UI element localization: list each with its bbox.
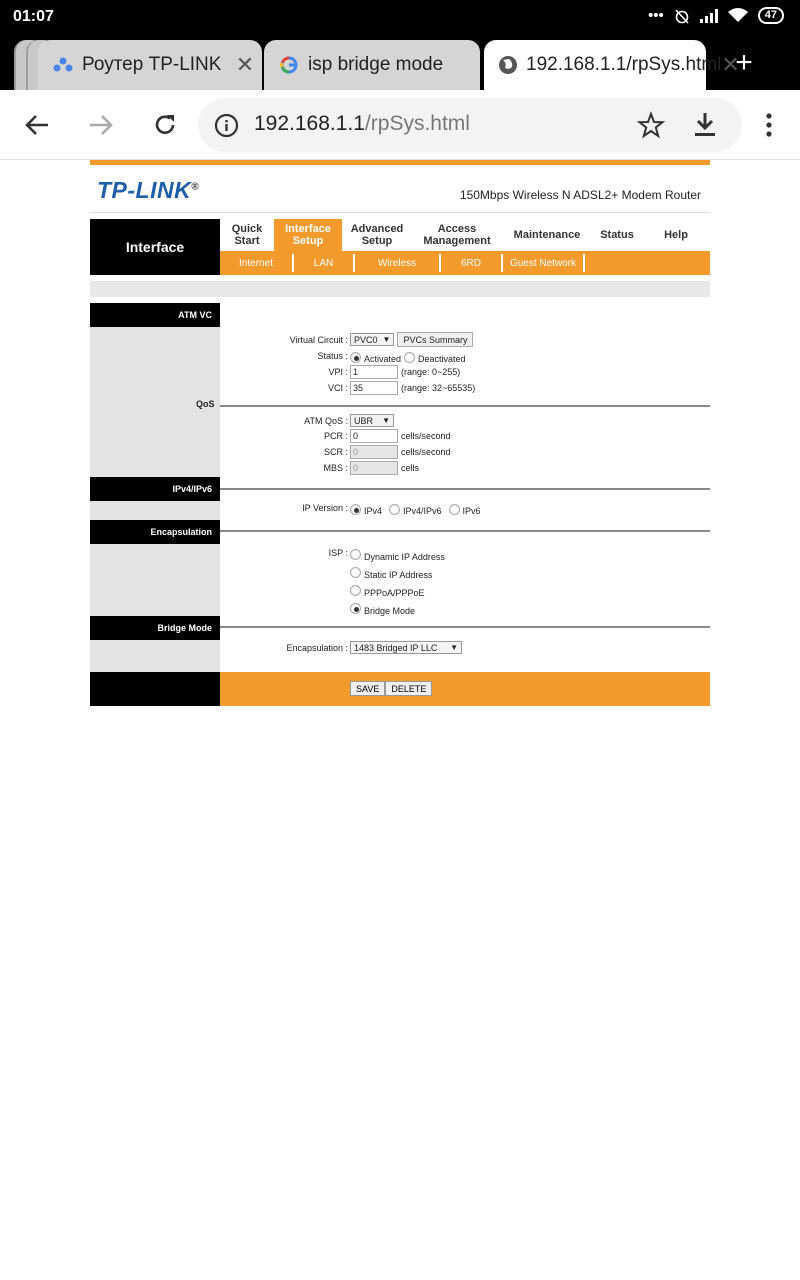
encapsulation-section-label: Encapsulation — [90, 520, 220, 544]
vpi-input[interactable]: 1 — [350, 365, 398, 379]
menu-access-management[interactable]: Access Management — [423, 223, 491, 247]
mbs-label: MBS : — [323, 463, 348, 473]
submenu-6rd[interactable]: 6RD — [441, 254, 503, 272]
ip-version-label: IP Version : — [302, 503, 348, 513]
isp-pppoe-radio[interactable] — [350, 585, 361, 596]
isp-bridge-label: Bridge Mode — [364, 606, 416, 616]
isp-dynamic-label: Dynamic IP Address — [364, 552, 445, 562]
new-tab-button[interactable]: + — [735, 46, 753, 79]
pvcs-summary-button[interactable]: PVCs Summary — [397, 332, 473, 347]
isp-label: ISP : — [328, 548, 348, 558]
mbs-input[interactable]: 0 — [350, 461, 398, 475]
ipv4-label: IPv4 — [364, 506, 383, 516]
divider — [220, 405, 710, 407]
status-label: Status : — [317, 351, 348, 361]
ipv6-radio[interactable] — [449, 504, 460, 515]
vpi-label: VPI : — [328, 367, 348, 377]
star-icon[interactable] — [638, 112, 664, 138]
isp-bridge-radio[interactable] — [350, 603, 361, 614]
tp-link-logo: TP-LINK® — [97, 177, 200, 203]
submenu-guest-network[interactable]: Guest Network — [503, 254, 585, 272]
ipv4-ipv6-label: IPv4/IPv6 — [90, 477, 220, 501]
info-icon[interactable] — [214, 113, 239, 138]
address-bar[interactable] — [198, 98, 742, 152]
vci-input[interactable]: 35 — [350, 381, 398, 395]
pcr-input[interactable]: 0 — [350, 429, 398, 443]
atm-qos-label: ATM QoS : — [304, 416, 348, 426]
clock: 01:07 — [13, 8, 54, 25]
vpi-range: (range: 0~255) — [401, 367, 461, 377]
tab-google-search[interactable] — [264, 40, 480, 90]
vci-range: (range: 32~65535) — [401, 383, 476, 393]
reload-button[interactable] — [147, 107, 183, 143]
submenu-wireless[interactable]: Wireless — [355, 254, 441, 272]
bridge-mode-section-label: Bridge Mode — [90, 616, 220, 640]
status-activated-radio[interactable] — [350, 352, 361, 363]
sub-menu — [220, 251, 710, 275]
virtual-circuit-select[interactable]: PVC0 ▼ — [350, 333, 394, 346]
close-tab-icon[interactable]: ✕ — [721, 52, 740, 77]
menu-quick-start[interactable]: Quick Start — [231, 223, 263, 247]
menu-button[interactable] — [751, 107, 787, 143]
tab-strip — [0, 34, 800, 90]
virtual-circuit-label: Virtual Circuit : — [289, 335, 348, 345]
arrow-left-icon — [24, 113, 50, 137]
settings-form — [90, 303, 710, 672]
ipv6-label: IPv6 — [462, 506, 481, 516]
scr-input[interactable]: 0 — [350, 445, 398, 459]
divider — [220, 530, 710, 532]
status-deactivated-radio[interactable] — [404, 352, 415, 363]
close-tab-icon[interactable]: ✕ — [235, 52, 255, 77]
brand-header — [90, 165, 710, 213]
ipv4-ipv6-radio[interactable] — [389, 504, 400, 515]
save-button[interactable]: SAVE — [350, 681, 385, 696]
menu-status[interactable]: Status — [600, 229, 634, 241]
back-button[interactable] — [19, 107, 55, 143]
more-dots-icon: ••• — [647, 7, 664, 24]
tab-active-router-page[interactable] — [484, 40, 740, 90]
reload-icon — [152, 112, 178, 138]
qos-label: QoS — [196, 399, 215, 409]
signal-icon — [700, 9, 718, 23]
top-menu — [220, 219, 710, 251]
url-text: 192.168.1.1/rpSys.html — [254, 112, 470, 135]
router-page — [90, 160, 710, 706]
wifi-icon — [728, 8, 748, 23]
tab-title: 192.168.1.1/rpSys.html — [526, 54, 722, 75]
network-favicon-icon — [52, 54, 74, 76]
tab-router[interactable] — [38, 40, 262, 90]
mbs-unit: cells — [401, 463, 420, 473]
title-band — [90, 281, 710, 297]
encapsulation-label: Encapsulation : — [286, 643, 348, 653]
isp-static-radio[interactable] — [350, 567, 361, 578]
main-navigation — [90, 219, 710, 275]
divider — [220, 626, 710, 628]
isp-pppoe-label: PPPoA/PPPoE — [364, 588, 425, 598]
arrow-right-icon — [88, 113, 114, 137]
alarm-off-icon — [674, 8, 690, 24]
menu-advanced-setup[interactable]: Advanced Setup — [350, 223, 404, 247]
status-deactivated-label: Deactivated — [418, 354, 466, 364]
download-icon[interactable] — [693, 112, 717, 138]
scr-label: SCR : — [323, 447, 348, 457]
status-activated-label: Activated — [364, 354, 402, 364]
google-favicon-icon — [278, 54, 300, 76]
pcr-label: PCR : — [323, 431, 348, 441]
isp-static-label: Static IP Address — [364, 570, 433, 580]
battery-icon: 47 — [758, 7, 784, 24]
pcr-unit: cells/second — [401, 431, 451, 441]
globe-favicon-icon — [498, 54, 518, 76]
vci-label: VCI : — [327, 383, 348, 393]
menu-interface-setup[interactable]: Interface Setup — [274, 219, 342, 251]
ipv4-radio[interactable] — [350, 504, 361, 515]
menu-maintenance[interactable]: Maintenance — [513, 229, 581, 241]
divider — [220, 488, 710, 490]
more-vert-icon — [766, 113, 772, 137]
forward-button[interactable] — [83, 107, 119, 143]
atm-qos-select[interactable]: UBR ▼ — [350, 414, 394, 427]
ipv4-ipv6-radio-label: IPv4/IPv6 — [403, 506, 442, 516]
menu-help[interactable]: Help — [664, 229, 688, 241]
atm-vc-label: ATM VC — [90, 303, 220, 327]
encapsulation-select[interactable]: 1483 Bridged IP LLC ▼ — [350, 641, 462, 654]
browser-toolbar — [0, 90, 800, 160]
submenu-lan[interactable]: LAN — [294, 254, 355, 272]
model-name: 150Mbps Wireless N ADSL2+ Modem Router — [459, 188, 701, 202]
status-bar — [0, 0, 800, 34]
action-footer — [90, 672, 710, 706]
tab-title: isp bridge mode — [308, 54, 444, 75]
tab-title: Роутер TP-LINK — [82, 54, 222, 75]
isp-dynamic-radio[interactable] — [350, 549, 361, 560]
submenu-internet[interactable]: Internet — [220, 254, 294, 272]
section-title: Interface — [90, 219, 220, 275]
delete-button[interactable]: DELETE — [385, 681, 432, 696]
scr-unit: cells/second — [401, 447, 451, 457]
